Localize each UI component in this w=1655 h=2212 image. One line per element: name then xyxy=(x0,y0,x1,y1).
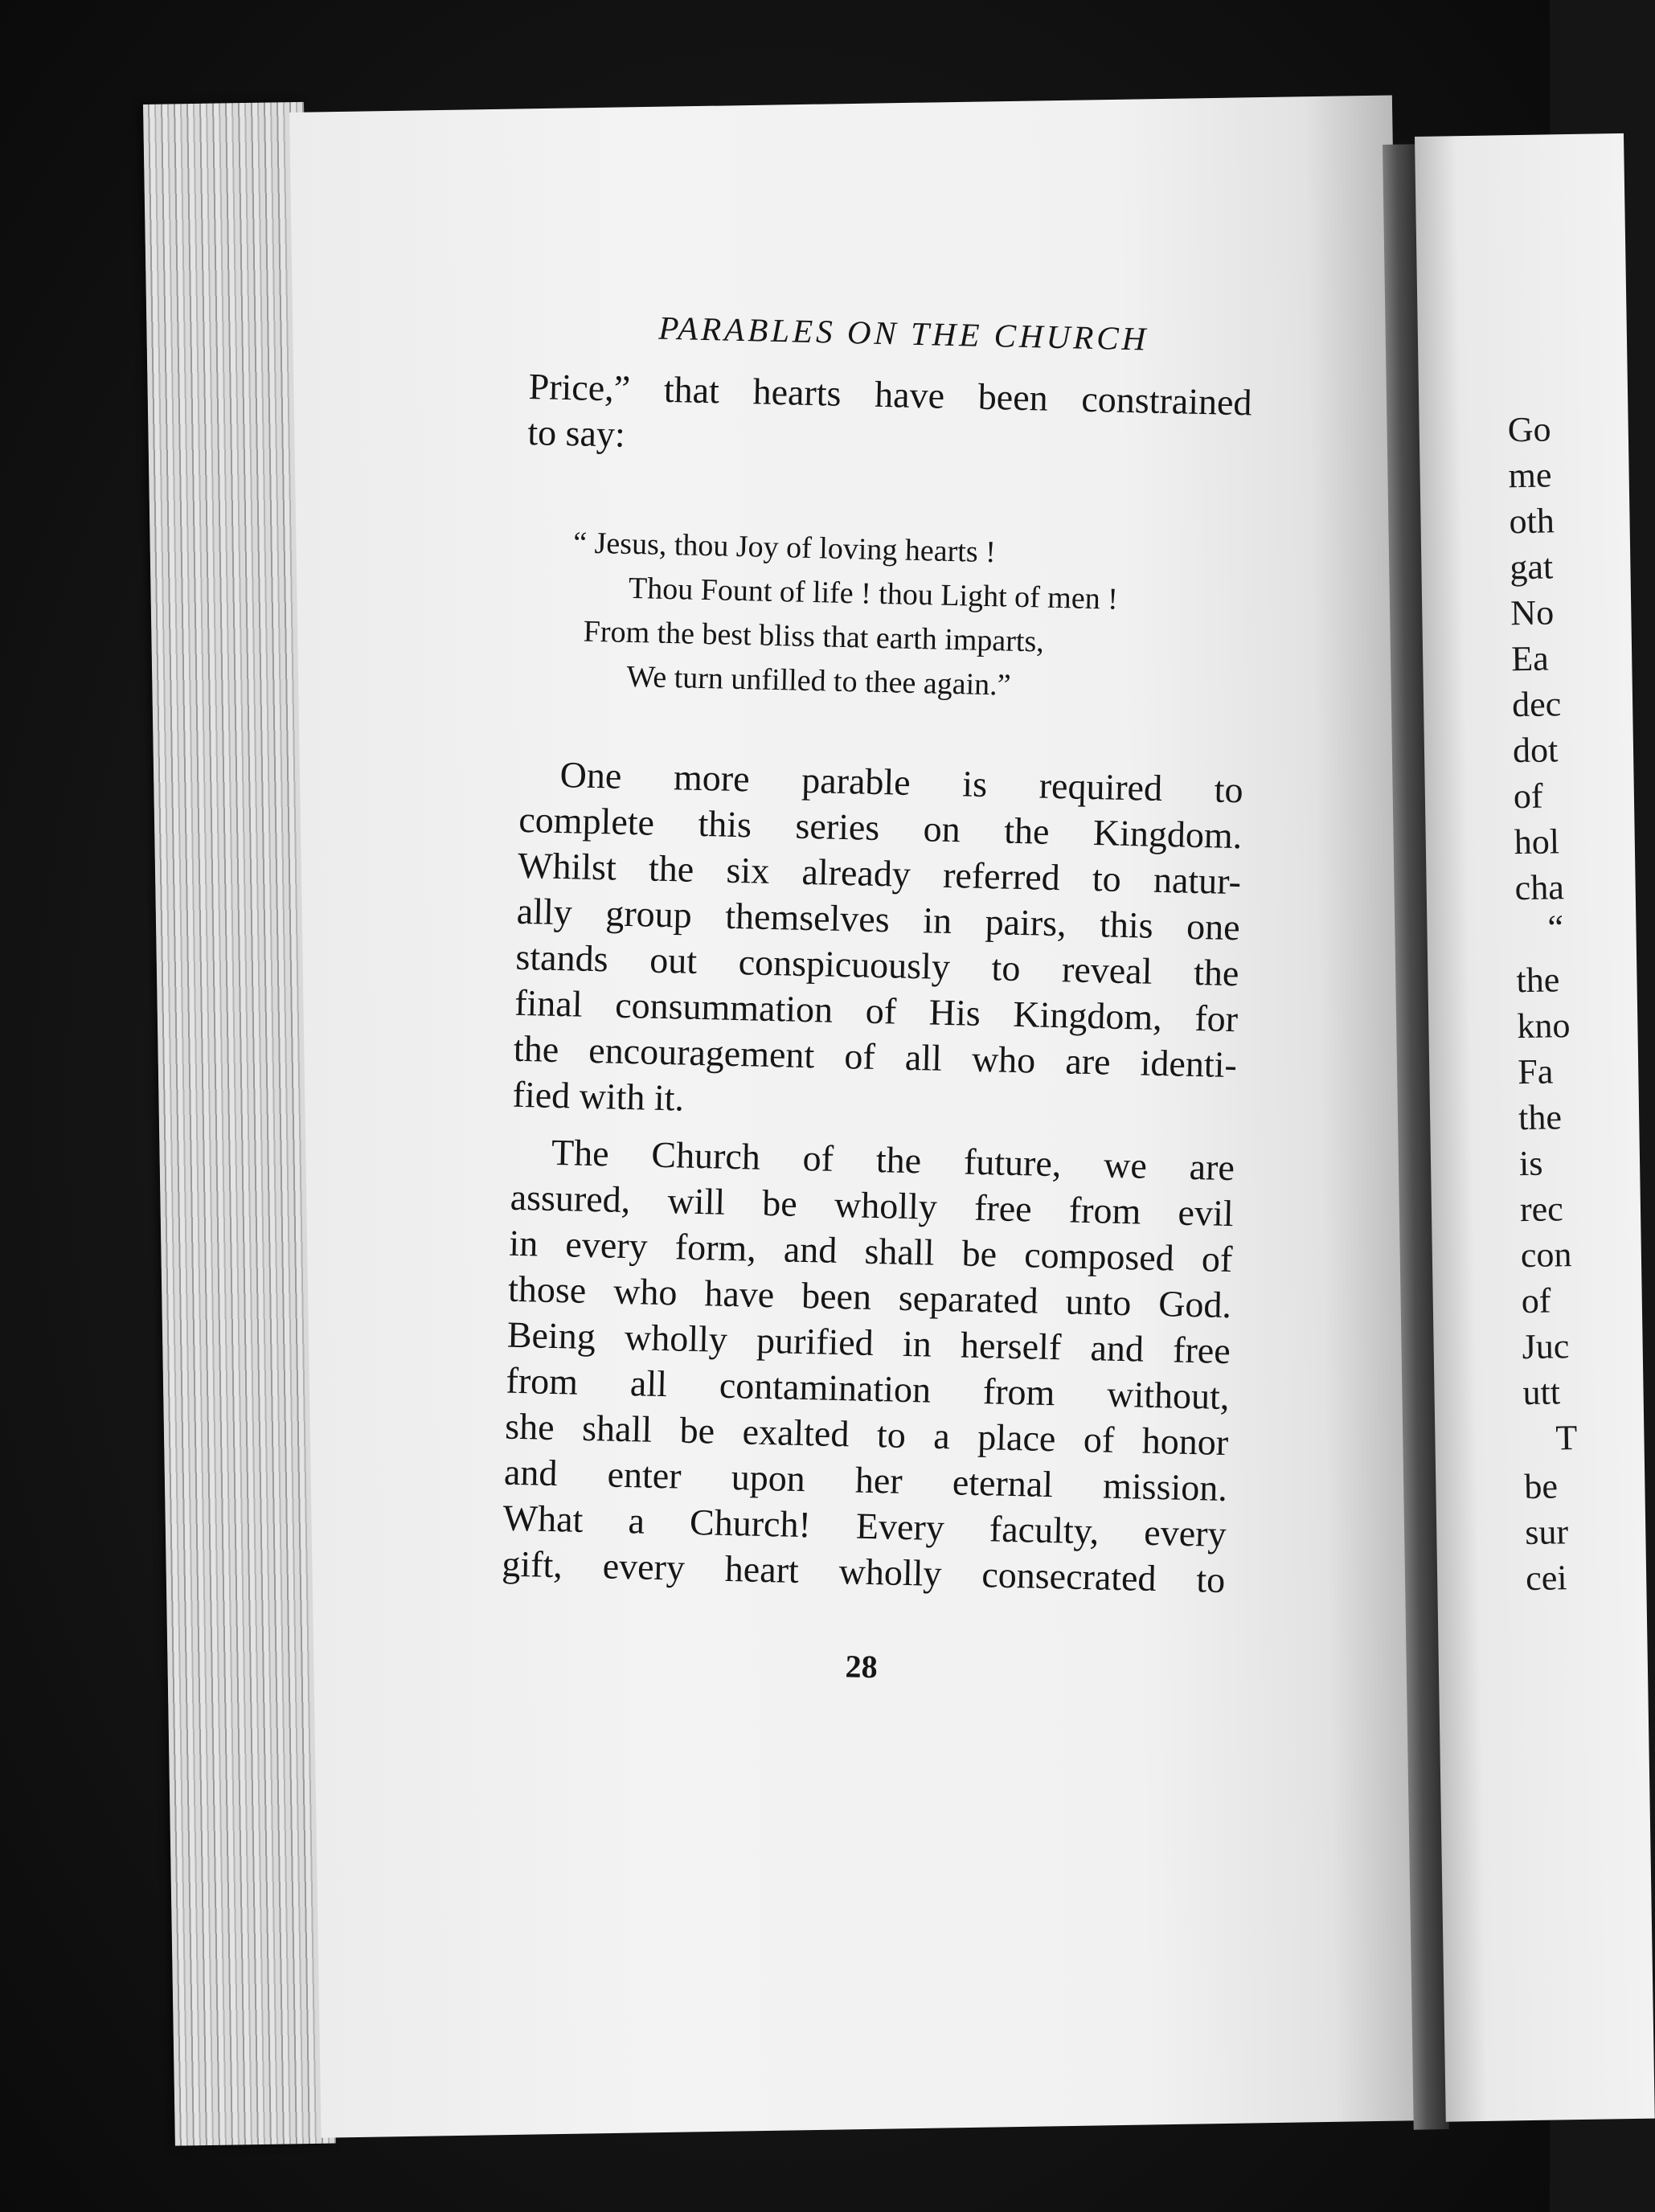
text-line: she shall be exalted to a place of honor xyxy=(504,1405,1229,1464)
page-number: 28 xyxy=(845,1648,879,1686)
facing-fragment: con xyxy=(1520,1235,1572,1276)
facing-fragment: the xyxy=(1516,960,1560,1001)
facing-fragment: cha xyxy=(1514,867,1565,908)
text-line: fied with it. xyxy=(512,1073,685,1119)
facing-fragment: rec xyxy=(1519,1189,1564,1230)
text-line: and enter upon her eternal mission. xyxy=(503,1451,1228,1509)
facing-fragment: kno xyxy=(1517,1006,1571,1047)
text-line: stands out conspicuously to reveal the xyxy=(515,936,1239,994)
facing-fragment: me xyxy=(1508,455,1552,496)
facing-fragment: “ xyxy=(1547,907,1564,948)
facing-fragment: sur xyxy=(1524,1512,1569,1553)
facing-fragment: dec xyxy=(1511,684,1562,725)
text-line: ally group themselves in pairs, this one xyxy=(516,890,1241,948)
facing-fragment: of xyxy=(1521,1280,1551,1321)
text-line: in every form, and shall be composed of xyxy=(508,1222,1233,1280)
verse-line: From the best bliss that earth imparts, xyxy=(583,614,1045,659)
running-head: PARABLES ON THE CHURCH xyxy=(657,309,1149,358)
text-line: Whilst the six already referred to natur- xyxy=(517,844,1242,903)
text-line: the encouragement of all who are identi- xyxy=(513,1027,1238,1086)
facing-fragment: No xyxy=(1510,592,1555,633)
text-line: to say: xyxy=(526,411,626,455)
text-line: gift, every heart wholly consecrated to xyxy=(501,1542,1226,1601)
facing-fragment: oth xyxy=(1509,501,1555,542)
text-line: assured, will be wholly free from evil xyxy=(510,1176,1235,1235)
verse-line: “ Jesus, thou Joy of loving hearts ! xyxy=(572,526,997,570)
text-line: The Church of the future, we are xyxy=(551,1131,1235,1189)
facing-fragment: Juc xyxy=(1522,1326,1570,1367)
facing-fragment: gat xyxy=(1510,547,1554,588)
facing-fragment: is xyxy=(1518,1143,1543,1184)
facing-fragment: the xyxy=(1518,1097,1563,1138)
facing-fragment: dot xyxy=(1512,730,1559,771)
text-line: What a Church! Every faculty, every xyxy=(502,1497,1227,1555)
facing-fragment: T xyxy=(1555,1418,1578,1458)
text-line: from all contamination from without, xyxy=(506,1359,1231,1418)
facing-fragment: Ea xyxy=(1510,638,1550,679)
facing-fragment: Go xyxy=(1507,409,1551,450)
verse-line: Thou Fount of life ! thou Light of men ! xyxy=(628,571,1119,616)
right-page xyxy=(1415,133,1655,2122)
facing-fragment: utt xyxy=(1522,1372,1561,1413)
text-line: final consummation of His Kingdom, for xyxy=(514,981,1239,1040)
facing-fragment: of xyxy=(1513,776,1543,817)
text-line: Being wholly purified in herself and free xyxy=(506,1313,1231,1372)
facing-fragment: Fa xyxy=(1517,1051,1554,1092)
text-line: complete this series on the Kingdom. xyxy=(518,798,1243,857)
text-line: One more parable is required to xyxy=(559,753,1244,811)
facing-fragment: hol xyxy=(1514,821,1560,862)
facing-fragment: be xyxy=(1524,1466,1559,1507)
facing-fragment: cei xyxy=(1525,1558,1567,1599)
text-line: Price,” that hearts have been constrained xyxy=(528,365,1253,424)
text-line: those who have been separated unto God. xyxy=(507,1268,1232,1326)
verse-line: We turn unfilled to thee again.” xyxy=(626,659,1012,703)
